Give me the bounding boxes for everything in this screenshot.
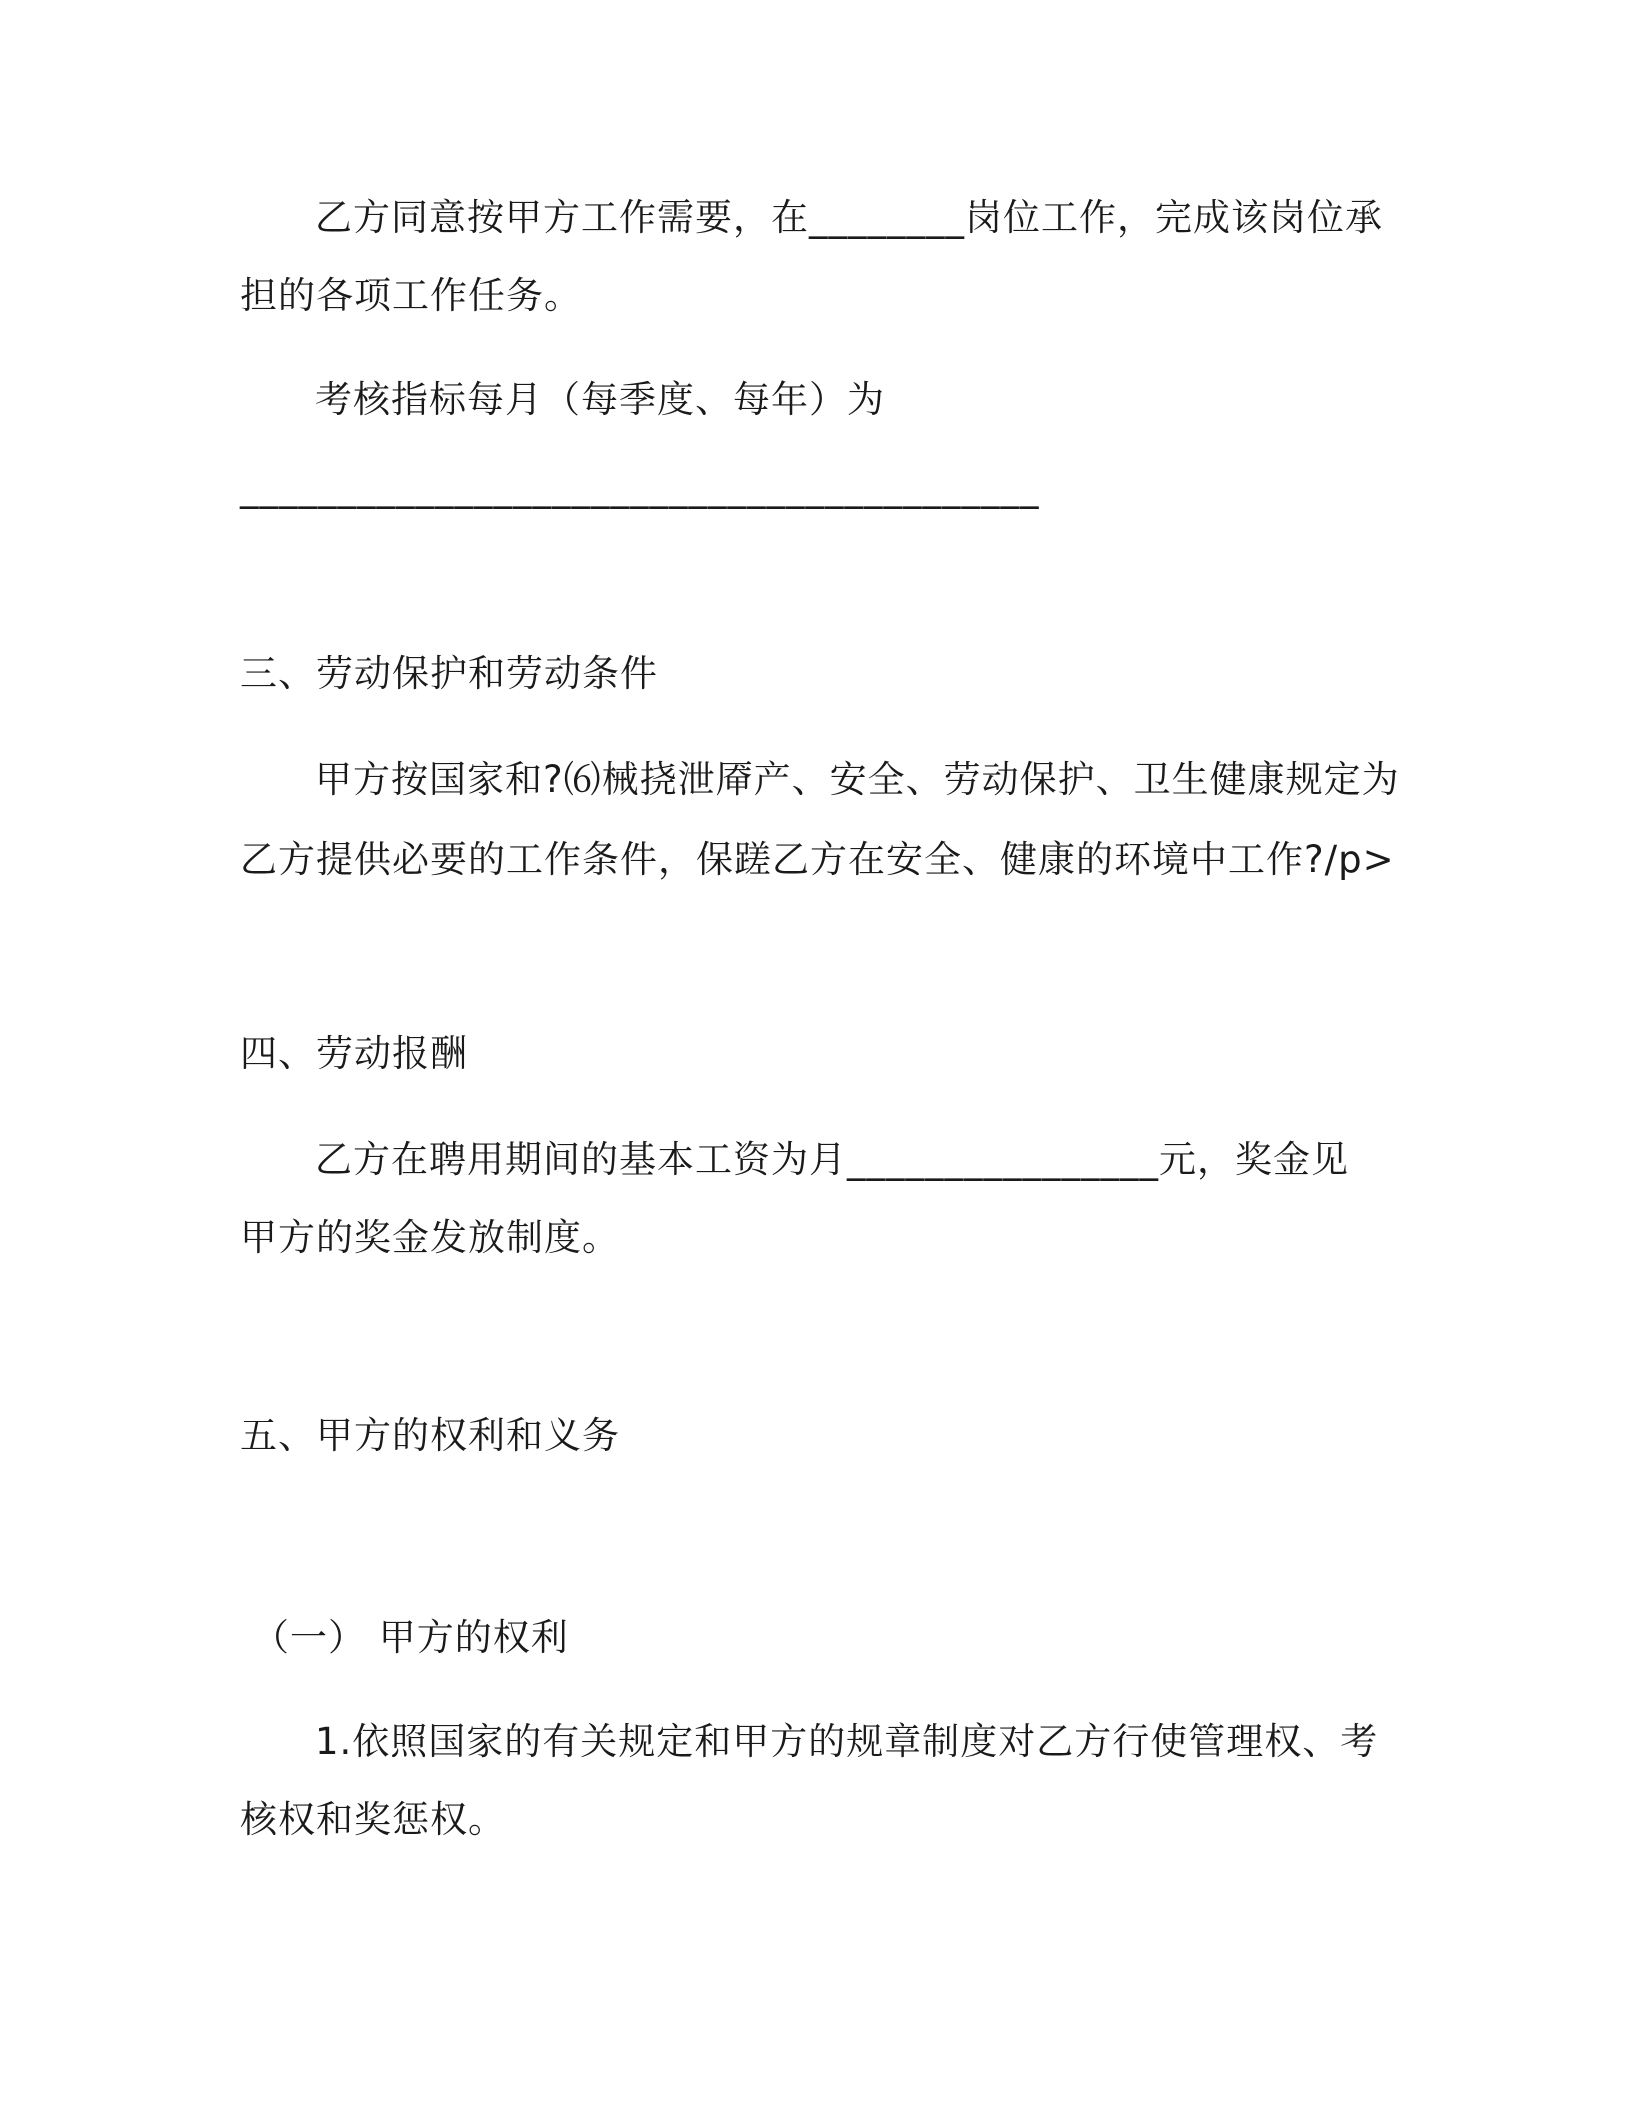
blank-underline: _________________________________________ [240, 466, 1040, 509]
subsection-heading: （一） 甲方的权利 [252, 1616, 569, 1659]
paragraph-line: 乙方同意按甲方工作需要，在________岗位工作，完成该岗位承 [315, 196, 1383, 239]
paragraph-line: 甲方的奖金发放制度。 [240, 1216, 620, 1259]
paragraph-line: 乙方提供必要的工作条件，保蹉乙方在安全、健康的环境中工作?/p> [240, 838, 1395, 881]
paragraph-line: 乙方在聘用期间的基本工资为月________________元，奖金见 [315, 1138, 1349, 1181]
paragraph-line: 1.依照国家的有关规定和甲方的规章制度对乙方行使管理权、考 [315, 1720, 1379, 1763]
paragraph-line: 甲方按国家和?⑹械挠泄厣产、安全、劳动保护、卫生健康规定为 [315, 758, 1400, 801]
section-heading: 三、劳动保护和劳动条件 [240, 652, 658, 695]
paragraph-line: 核权和奖惩权。 [240, 1798, 506, 1841]
section-heading: 五、甲方的权利和义务 [240, 1414, 620, 1457]
paragraph-line: 考核指标每月（每季度、每年）为 [315, 378, 885, 421]
section-heading: 四、劳动报酬 [240, 1032, 468, 1075]
paragraph-line: 担的各项工作任务。 [240, 274, 582, 317]
